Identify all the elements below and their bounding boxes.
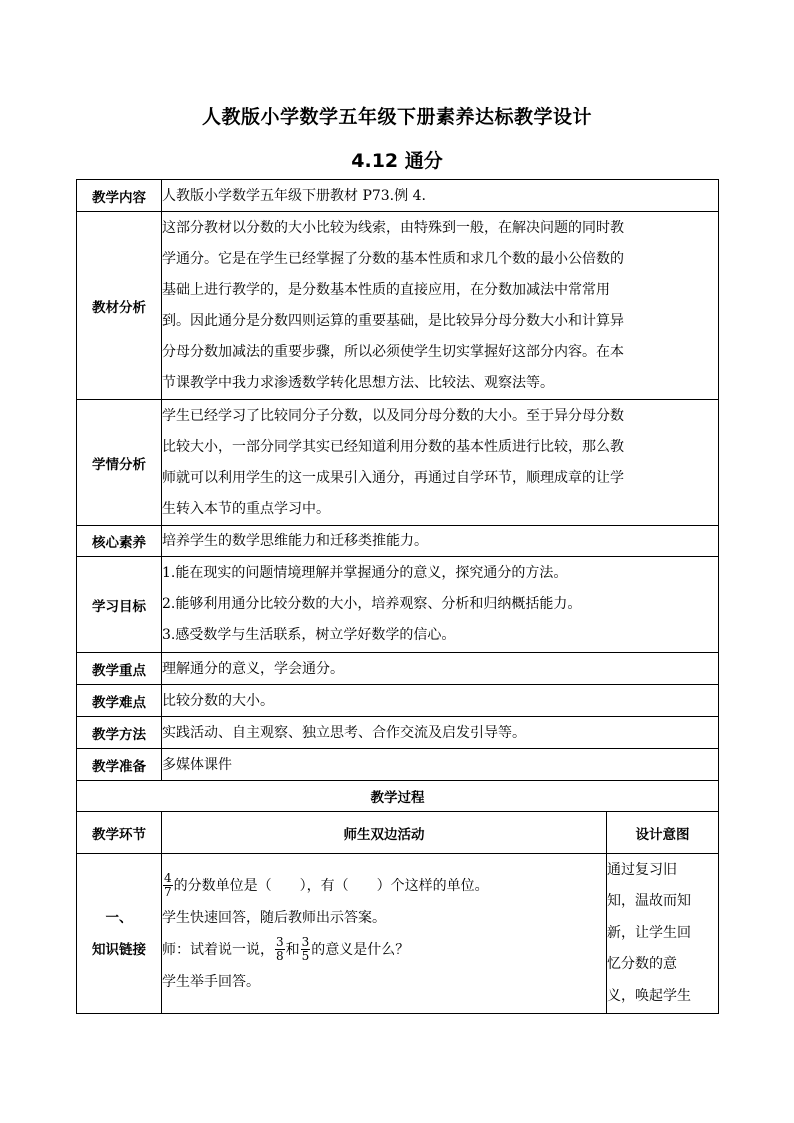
content-line: 多媒体课件 [162, 756, 232, 773]
content-line: 这部分教材以分数的大小比较为线索，由特殊到一般，在解决问题的同时教 [162, 219, 624, 236]
row-content [162, 557, 719, 653]
content-line: 生转入本节的重点学习中。 [162, 500, 330, 517]
content-line: 实践活动、自主观察、独立思考、合作交流及启发引导等。 [162, 724, 526, 741]
col-intent-header: 设计意图 [607, 812, 719, 854]
row-label: 学习目标 [77, 557, 162, 653]
row-content [162, 400, 719, 526]
activity-cell [162, 854, 607, 1014]
info-row [77, 400, 719, 526]
content-line: 人教版小学数学五年级下册教材 P73.例 4. [162, 187, 426, 204]
row-content [162, 526, 719, 557]
content-line: 1.能在现实的问题情境理解并掌握通分的意义，探究通分的方法。 [162, 565, 568, 581]
content-line: 分母分数加减法的重要步骤，所以必须使学生切实掌握好这部分内容。在本 [162, 343, 624, 360]
row-content [162, 653, 719, 685]
stage-cell [77, 854, 162, 1014]
content-line: 节课教学中我力求渗透数学转化思想方法、比较法、观察法等。 [162, 374, 554, 391]
col-activity-header: 师生双边活动 [162, 812, 607, 854]
info-row [77, 717, 719, 749]
info-row [77, 685, 719, 717]
intent-line: 忆分数的意 [607, 956, 677, 973]
row-label: 教学重点 [77, 653, 162, 685]
row-label: 核心素养 [77, 526, 162, 557]
info-row [77, 526, 719, 557]
fraction-three-eighths: $\frac{3}{8}$ [276, 935, 284, 963]
info-row [77, 180, 719, 212]
content-line: 学通分。它是在学生已经掌握了分数的基本性质和求几个数的最小公倍数的 [162, 250, 624, 267]
content-line: 师就可以利用学生的这一成果引入通分，再通过自学环节，顺理成章的让学 [162, 469, 624, 486]
row-content [162, 749, 719, 781]
activity-line-4: 学生举手回答。 [162, 973, 260, 990]
content-line: 2.能够利用通分比较分数的大小，培养观察、分析和归纳概括能力。 [162, 596, 582, 612]
intent-line: 知，温故而知 [607, 893, 691, 910]
row-content [162, 685, 719, 717]
fraction-four-sevenths: $\frac{4}{7}$ [164, 871, 172, 899]
intent-line: 义，唤起学生 [607, 987, 691, 1004]
content-line: 到。因此通分是分数四则运算的重要基础，是比较异分母分数大小和计算异 [162, 312, 624, 329]
process-heading: 教学过程 [77, 781, 719, 812]
intent-line: 新，让学生回 [607, 924, 691, 941]
info-row [77, 557, 719, 653]
stage-number: 一、 [105, 909, 133, 926]
row-label: 学情分析 [77, 400, 162, 526]
row-content [162, 717, 719, 749]
intent-line: 通过复习旧 [607, 861, 677, 878]
info-row [77, 653, 719, 685]
row-label: 教材分析 [77, 212, 162, 400]
row-label: 教学内容 [77, 180, 162, 212]
fraction-three-fifths: $\frac{3}{5}$ [301, 935, 310, 963]
info-row [77, 749, 719, 781]
activity-line-1: $\frac{4}{7}$ 的分数单位是（ ），有（ ）个这样的单位。 [164, 871, 489, 899]
col-stage-header: 教学环节 [77, 812, 162, 854]
content-line: 基础上进行教学的，是分数基本性质的直接应用，在分数加减法中常常用 [162, 281, 610, 298]
row-content [162, 212, 719, 400]
row-content [162, 180, 719, 212]
content-line: 学生已经学习了比较同分子分数，以及同分母分数的大小。至于异分母分数 [162, 407, 624, 424]
row-label: 教学方法 [77, 717, 162, 749]
activity-line-2: 学生快速回答，随后教师出示答案。 [162, 909, 386, 926]
document-title: 人教版小学数学五年级下册素养达标教学设计 [201, 106, 592, 128]
lesson-subtitle: 4.12 通分 [351, 150, 443, 172]
row-label: 教学难点 [77, 685, 162, 717]
content-line: 理解通分的意义，学会通分。 [162, 660, 344, 677]
activity-line-3: 师：试着说一说， $\frac{3}{8}$ 和 $\frac{3}{5}$ 的意义是什么？ [162, 935, 410, 963]
intent-cell [607, 854, 719, 1014]
content-line: 培养学生的数学思维能力和迁移类推能力。 [162, 533, 428, 549]
content-line: 比较分数的大小。 [162, 692, 274, 709]
lesson-plan-table [76, 179, 719, 1014]
row-label: 教学准备 [77, 749, 162, 781]
info-row [77, 212, 719, 400]
stage-name: 知识链接 [92, 941, 146, 958]
content-line: 比较大小，一部分同学其实已经知道利用分数的基本性质进行比较，那么教 [162, 438, 624, 455]
content-line: 3.感受数学与生活联系，树立学好数学的信心。 [162, 627, 456, 643]
